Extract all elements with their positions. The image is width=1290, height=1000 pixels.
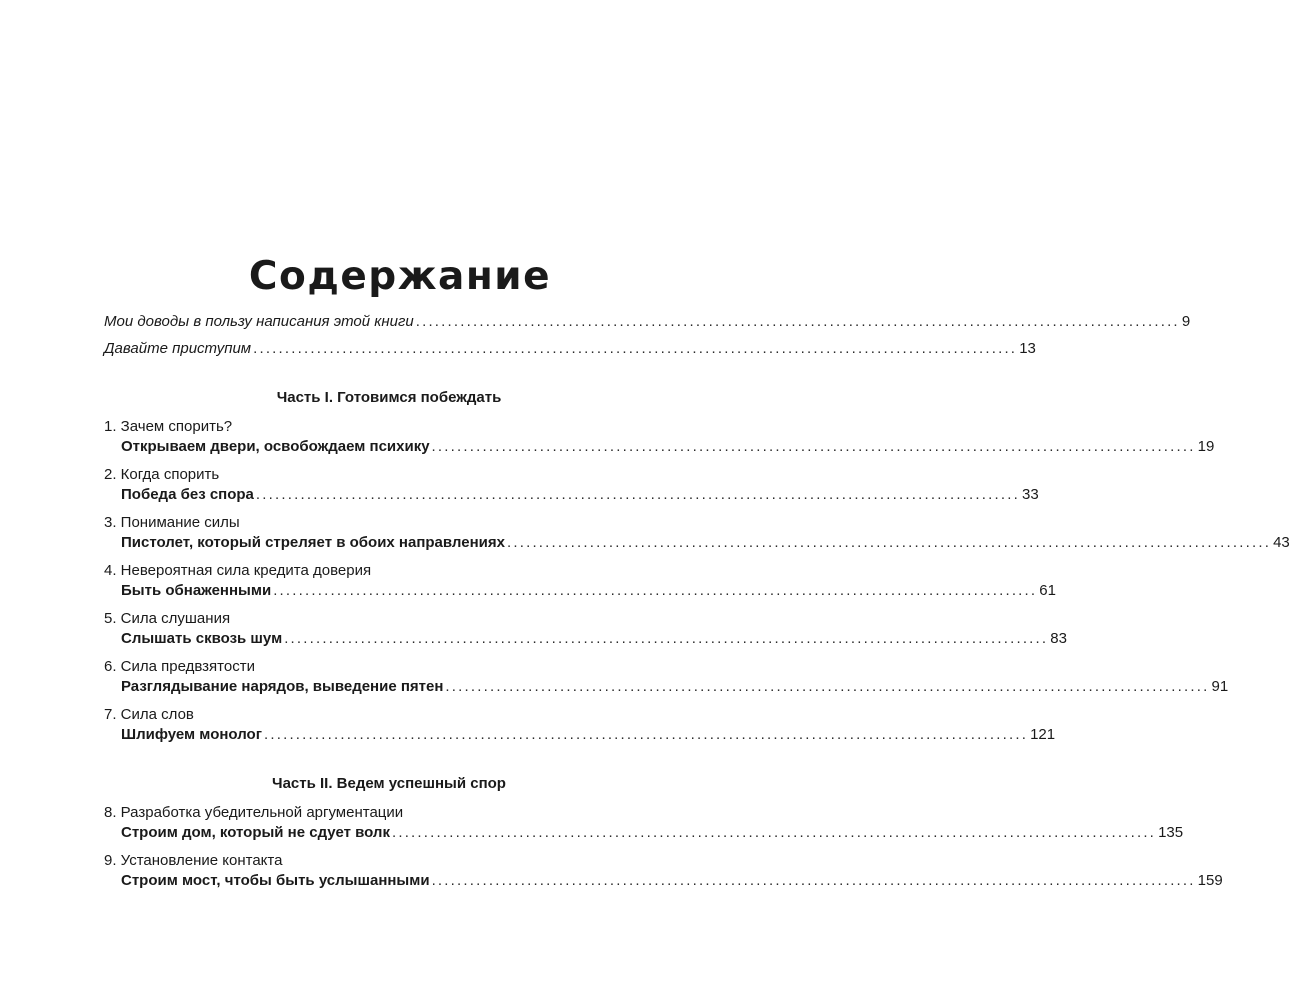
part-heading-1: Часть I. Готовимся побеждать xyxy=(276,389,502,406)
toc-entry-intro-1[interactable] xyxy=(104,312,1191,332)
chapter-subtitle-entry xyxy=(104,725,1056,745)
chapter-6[interactable] xyxy=(104,657,1229,697)
chapter-4[interactable] xyxy=(104,561,1056,601)
dot-leader: ........................................................................................................................ xyxy=(431,872,1196,889)
page-number: 121 xyxy=(1030,726,1056,743)
page-number: 91 xyxy=(1211,678,1229,695)
chapter-title: 2. Когда спорить xyxy=(104,466,220,483)
dot-leader: ........................................................................................................................ xyxy=(415,313,1180,330)
chapter-subtitle: Разглядывание нарядов, выведение пятен xyxy=(121,678,444,695)
chapter-subtitle: Открываем двери, освобождаем психику xyxy=(121,438,430,455)
chapter-subtitle: Строим дом, который не сдует волк xyxy=(121,824,390,841)
chapter-title: 9. Установление контакта xyxy=(104,852,283,869)
chapter-subtitle: Победа без спора xyxy=(121,486,254,503)
chapter-subtitle-entry xyxy=(104,533,1290,553)
chapter-title: 3. Понимание силы xyxy=(104,514,240,531)
chapter-5[interactable] xyxy=(104,609,1067,649)
page-number: 61 xyxy=(1039,582,1056,599)
chapter-subtitle-entry xyxy=(104,677,1229,697)
dot-leader: ........................................................................................................................ xyxy=(431,438,1196,455)
chapter-subtitle-entry xyxy=(104,629,1067,649)
dot-leader: ........................................................................................................................ xyxy=(284,630,1049,647)
part-heading-2: Часть II. Ведем успешный спор xyxy=(272,775,506,792)
dot-leader: ........................................................................................................................ xyxy=(263,726,1029,743)
entry-title: Давайте приступим xyxy=(104,340,252,357)
toc-entry-intro-2[interactable] xyxy=(104,339,1036,359)
dot-leader: ........................................................................................................................ xyxy=(445,678,1210,695)
dot-leader: ........................................................................................................................ xyxy=(273,582,1038,599)
table-of-contents xyxy=(104,312,1290,899)
chapter-subtitle: Слышать сквозь шум xyxy=(121,630,283,647)
chapter-subtitle: Шлифуем монолог xyxy=(121,726,262,743)
page-number: 33 xyxy=(1022,486,1039,503)
chapter-subtitle-entry xyxy=(104,437,1215,457)
page-number: 135 xyxy=(1158,824,1184,841)
page-number: 19 xyxy=(1197,438,1215,455)
chapter-subtitle: Быть обнаженными xyxy=(121,582,272,599)
chapter-9[interactable] xyxy=(104,851,1223,891)
chapter-title: 6. Сила предвзятости xyxy=(104,658,255,675)
page-number: 43 xyxy=(1273,534,1290,551)
chapter-subtitle-entry xyxy=(104,485,1039,505)
page-number: 83 xyxy=(1050,630,1067,647)
dot-leader: ........................................................................................................................ xyxy=(391,824,1157,841)
chapter-subtitle: Строим мост, чтобы быть услышанными xyxy=(121,872,430,889)
dot-leader: ........................................................................................................................ xyxy=(255,486,1020,503)
chapter-1[interactable] xyxy=(104,417,1215,457)
dot-leader: ........................................................................................................................ xyxy=(253,340,1018,357)
page-number: 9 xyxy=(1181,313,1191,330)
chapter-subtitle-entry xyxy=(104,581,1056,601)
chapter-title: 5. Сила слушания xyxy=(104,610,231,627)
page-number: 13 xyxy=(1019,340,1036,357)
page-title: Содержание xyxy=(248,254,552,300)
chapter-subtitle-entry xyxy=(104,871,1223,891)
page-number: 159 xyxy=(1197,872,1223,889)
chapter-2[interactable] xyxy=(104,465,1039,505)
chapter-subtitle-entry xyxy=(104,823,1184,843)
chapter-3[interactable] xyxy=(104,513,1290,553)
chapter-8[interactable] xyxy=(104,803,1184,843)
chapter-title: 1. Зачем спорить? xyxy=(104,418,233,435)
chapter-title: 8. Разработка убедительной аргументации xyxy=(104,804,404,821)
chapter-subtitle: Пистолет, который стреляет в обоих направлениях xyxy=(121,534,505,551)
entry-title: Мои доводы в пользу написания этой книги xyxy=(104,313,414,330)
dot-leader: ........................................................................................................................ xyxy=(506,534,1272,551)
chapter-7[interactable] xyxy=(104,705,1056,745)
chapter-title: 4. Невероятная сила кредита доверия xyxy=(104,562,372,579)
chapter-title: 7. Сила слов xyxy=(104,706,194,723)
